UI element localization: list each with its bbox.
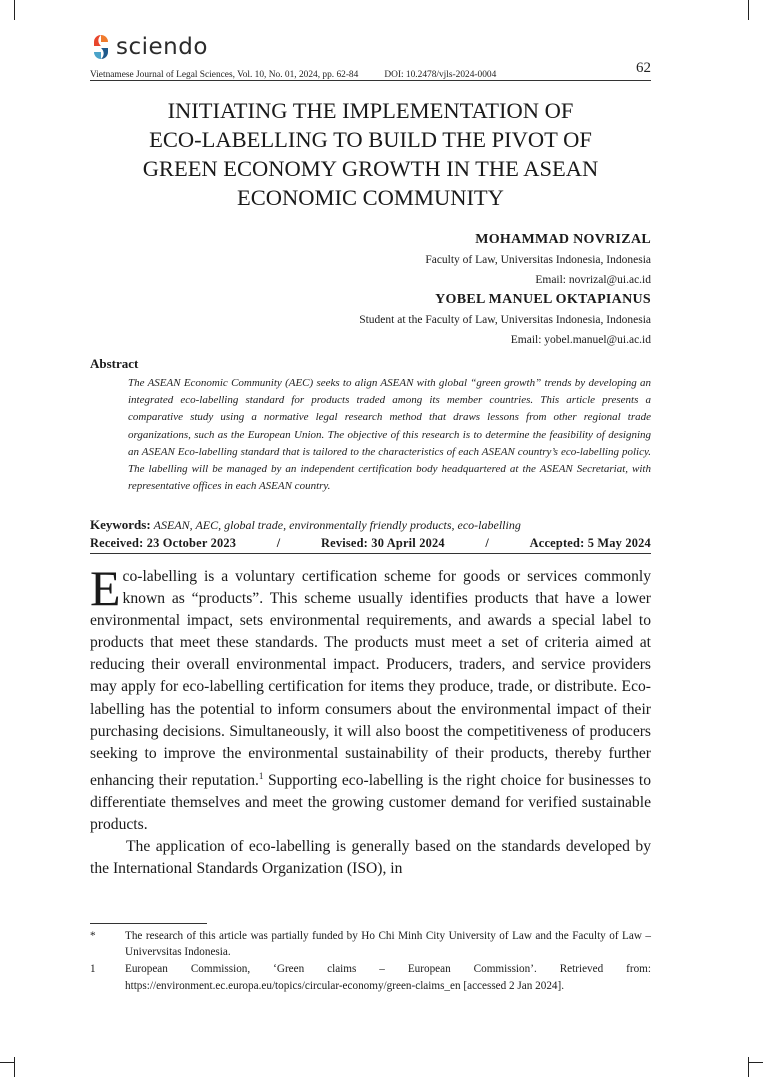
crop-mark-top-left-v — [14, 0, 15, 20]
author-affiliation: Faculty of Law, Universitas Indonesia, Indonesia — [425, 254, 651, 266]
author-affiliation: Student at the Faculty of Law, Universitas Indonesia, Indonesia — [359, 314, 651, 326]
body-paragraph: The application of eco-labelling is generally based on the standards developed by the International Standards Organization (ISO), in — [90, 838, 651, 878]
author-email[interactable]: Email: yobel.manuel@ui.ac.id — [510, 334, 651, 346]
footnote-mark: 1 — [90, 963, 96, 976]
drop-cap: E — [90, 560, 121, 616]
header-rule — [90, 80, 651, 81]
footnote-text: The research of this article was partially funded by Ho Chi Minh City University of Law and the Faculty of Law – Univervsitas Indonesia. — [125, 930, 651, 959]
title-line: ECONOMIC COMMUNITY — [237, 185, 504, 210]
author-name: YOBEL MANUEL OKTAPIANUS — [435, 292, 651, 307]
body-paragraph — [90, 560, 651, 836]
footnote — [90, 928, 651, 960]
received-date: Received: 23 October 2023 — [90, 536, 237, 550]
keywords-list: ASEAN, AEC, global trade, environmentally friendly products, eco-labelling — [153, 518, 521, 532]
publisher-logo — [90, 33, 208, 61]
article-dates — [90, 535, 651, 551]
footnotes — [90, 928, 651, 995]
body-text — [90, 560, 651, 881]
title-line: ECO-LABELLING TO BUILD THE PIVOT OF — [149, 127, 592, 152]
author-name: MOHAMMAD NOVRIZAL — [475, 232, 651, 247]
abstract-text: The ASEAN Economic Community (AEC) seeks to align ASEAN with global “green growth” trends by developing an integrated eco-labelling standard for products traded among its member countries. This article presents a comparative study using a normative legal research method that draws lessons from other regional trade organizations, such as the European Union. The objective of this research is to determine the feasibility of designing an ASEAN Eco-labelling standard that is tailored to the characteristics of each ASEAN country’s eco-labelling policy. The labelling will be managed by an independent certification body headquartered at the ASEAN Secretariat, with representative offices in each ASEAN country. — [128, 377, 651, 493]
body-paragraph-text: co-labelling is a voluntary certification scheme for goods or services commonly known as “products”. This scheme usually identifies products that have a lower environmental impact, sets environmental requirements, and awards a special label to products that meet these standards. The products must meet a set of criteria aimed at reducing their overall environmental impact. Producers, traders, and service providers may apply for eco-labelling certification for items they produce, trade, or distribute. Eco-labelling has the potential to inform consumers about the environmental impact of their purchasing decisions. Simultaneously, it will also boost the competitiveness of producers seeking to improve the environmental sustainability of their products, thereby further enhancing their reputation. — [90, 568, 651, 790]
date-separator: / — [276, 536, 281, 550]
dates-rule — [90, 553, 651, 554]
footnote-ref[interactable]: 1 — [258, 770, 264, 781]
article-title — [90, 96, 651, 212]
crop-mark-top-right-v — [748, 0, 749, 20]
footnote-mark: * — [90, 930, 96, 942]
footnote-rule — [90, 923, 207, 924]
author-block — [359, 230, 651, 350]
footnote — [90, 961, 651, 993]
journal-citation: Vietnamese Journal of Legal Sciences, Vol. 10, No. 01, 2024, pp. 62-84 — [90, 70, 359, 80]
title-line: GREEN ECONOMY GROWTH IN THE ASEAN — [142, 156, 599, 181]
crop-mark-bottom-left-v — [14, 1057, 15, 1077]
revised-date: Revised: 30 April 2024 — [320, 536, 445, 550]
footnote-text: European Commission, ‘Green claims – European Commission’. Retrieved from: https://environment.ec.europa.eu/topics/circular-economy/green-claims_en [accessed 2 Jan 2024]. — [125, 963, 651, 992]
abstract-heading: Abstract — [90, 356, 139, 371]
date-separator: / — [485, 536, 490, 550]
crop-mark-bottom-right-h — [749, 1062, 763, 1063]
running-header — [90, 64, 651, 80]
sciendo-logo-icon — [90, 33, 112, 61]
author-email[interactable]: Email: novrizal@ui.ac.id — [535, 274, 651, 286]
keywords-label: Keywords: — [90, 517, 151, 532]
body-paragraph-text: Supporting eco-labelling is the right choice for businesses to differentiate themselves and meet the growing customer demand for verified sustainable products. — [90, 772, 651, 834]
accepted-date: Accepted: 5 May 2024 — [529, 536, 651, 550]
crop-mark-bottom-left-h — [0, 1062, 14, 1063]
doi[interactable]: DOI: 10.2478/vjls-2024-0004 — [384, 70, 497, 80]
crop-mark-bottom-right-v — [748, 1057, 749, 1077]
keywords — [90, 516, 651, 534]
publisher-name: sciendo — [116, 33, 208, 60]
page-number: 62 — [636, 60, 651, 76]
title-line: INITIATING THE IMPLEMENTATION OF — [167, 98, 574, 123]
